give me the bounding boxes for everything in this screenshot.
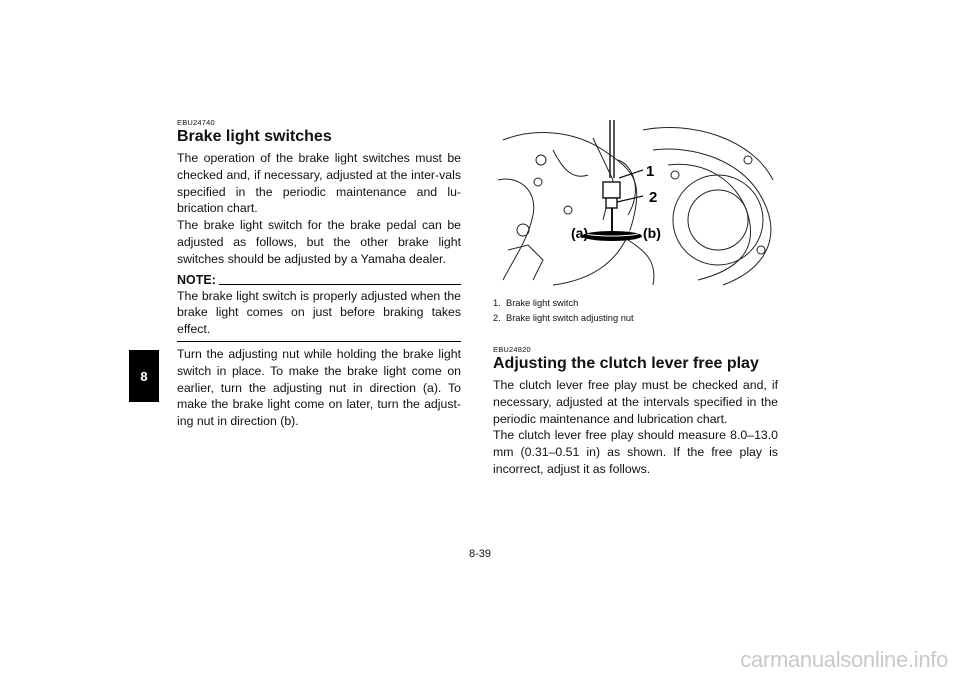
clutch-section — [493, 345, 778, 478]
paragraph: The operation of the brake light switches must be checked and, if necessary, adjusted at the inter-vals specified in the periodic maintenance and lu-brication chart. — [177, 151, 461, 216]
note-end-rule — [177, 341, 461, 342]
paragraph: The clutch lever free play must be checked and, if necessary, adjusted at the intervals specified in the periodic maintenance and lubrication chart. — [493, 378, 778, 426]
note-header — [177, 272, 461, 288]
figure-label-a: (a) — [571, 225, 589, 241]
paragraph: The clutch lever free play should measure 8.0–13.0 mm (0.31–0.51 in) as shown. If the free play is incorrect, adjust it as follows. — [493, 428, 778, 476]
caption-number: 1. — [493, 298, 501, 308]
figure-label-b: (b) — [643, 225, 661, 241]
note-label: NOTE: — [177, 272, 216, 287]
figure-label-1: 1 — [646, 163, 655, 180]
figure-label-2: 2 — [649, 189, 658, 206]
section-code: EBU24820 — [493, 345, 531, 354]
section-title: Adjusting the clutch lever free play — [493, 355, 759, 372]
brake-switch-illustration — [493, 120, 778, 288]
paragraph: Turn the adjusting nut while holding the brake light switch in place. To make the brake light come on earlier, turn the adjusting nut in direction (a). To make the brake light come on later, turn the adjust-ing nut in direction (b). — [177, 346, 461, 429]
note-rule — [219, 284, 461, 285]
brake-switch-figure — [493, 120, 778, 288]
note-text: The brake light switch is properly adjusted when the brake light comes on just before braking takes effect. — [177, 288, 461, 337]
figure-captions — [493, 296, 778, 326]
caption-item — [493, 296, 778, 311]
section-title: Brake light switches — [177, 128, 332, 145]
watermark: carmanualsonline.info — [740, 647, 948, 672]
caption-item — [493, 311, 778, 326]
left-column — [177, 118, 461, 430]
page-number: 8-39 — [468, 548, 492, 560]
section-code: EBU24740 — [177, 118, 215, 127]
caption-text: Brake light switch adjusting nut — [506, 313, 634, 323]
caption-number: 2. — [493, 313, 501, 323]
chapter-tab: 8 — [129, 350, 159, 402]
caption-text: Brake light switch — [506, 298, 579, 308]
paragraph: The brake light switch for the brake pedal can be adjusted as follows, but the other brake light switches should be adjusted by a Yamaha dealer. — [177, 218, 461, 266]
right-column — [493, 120, 778, 478]
